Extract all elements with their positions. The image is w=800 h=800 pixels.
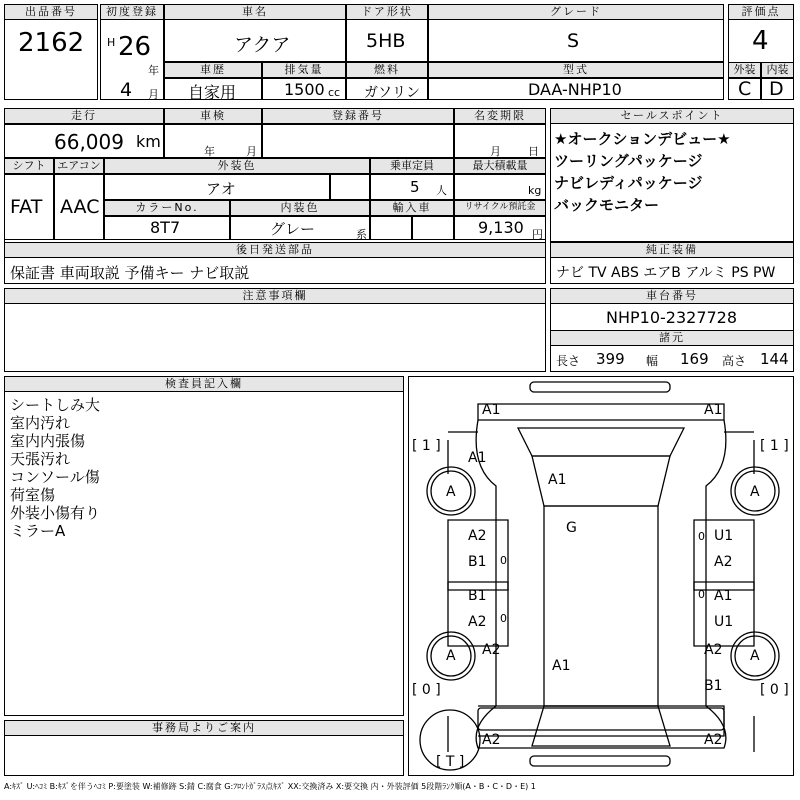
mark-roof: G	[566, 520, 577, 536]
nc-day-unit: 日	[528, 145, 539, 158]
car-name: アクア	[234, 34, 291, 56]
era: H	[107, 36, 116, 49]
history-label: 車歴	[164, 62, 262, 78]
mark-lrd-1: B1	[468, 588, 487, 604]
int-color-unit: 系	[356, 228, 367, 241]
front-panel	[478, 404, 724, 420]
chassis-number: NHP10-2327728	[606, 308, 738, 327]
nc-month-unit: 月	[490, 145, 501, 158]
mark-lfd-2: B1	[468, 554, 487, 570]
ac-label: エアコン	[54, 158, 104, 174]
history: 自家用	[188, 83, 237, 102]
length-label: 長さ	[556, 354, 581, 368]
door-label: ドア形状	[346, 4, 428, 20]
model: DAA-NHP10	[528, 80, 622, 99]
int-grade: D	[769, 78, 784, 100]
mark-rr-wheel: A	[750, 648, 760, 664]
note-line: シートしみ大	[10, 396, 101, 414]
displacement-unit: cc	[328, 86, 341, 99]
shift-label: シフト	[4, 158, 54, 174]
model-label: 型式	[428, 62, 724, 78]
insp-year-unit: 年	[204, 145, 215, 158]
mark-hood: A1	[548, 472, 567, 488]
caution-label: 注意事項欄	[4, 288, 546, 304]
fuel-label: 燃料	[346, 62, 428, 78]
int-color-label: 内装色	[230, 200, 370, 216]
note-line: 天張汚れ	[10, 450, 71, 468]
rear-panel	[478, 708, 724, 730]
first-reg-label: 初度登録	[100, 4, 164, 20]
tire-fl: 1	[421, 438, 431, 454]
lot-number: 2162	[18, 28, 85, 58]
width-label: 幅	[646, 354, 659, 368]
shift: FAT	[10, 196, 43, 218]
grade: S	[567, 30, 580, 52]
sales-line: ★オークションデビュー★	[554, 130, 731, 148]
recycle-unit: 円	[532, 228, 543, 241]
spare-tire: T	[445, 754, 455, 770]
capacity: 5	[410, 178, 420, 196]
reg-year: 26	[118, 32, 152, 62]
office-label: 事務局よりご案内	[4, 720, 404, 736]
note-line: 室内汚れ	[10, 414, 71, 432]
mark-rrd-2: U1	[714, 614, 734, 630]
later-parts: 保証書 車両取説 予備キー ナビ取説	[10, 264, 250, 282]
tire-fr-bracket: [ 1 ]	[760, 438, 789, 454]
sales-points	[554, 128, 731, 216]
height-label: 高さ	[722, 354, 747, 368]
body-outline	[476, 420, 726, 748]
mark-door-zero-r2: 0	[698, 588, 705, 601]
car-diagram	[408, 376, 794, 776]
tire-fl-bracket: [ 1 ]	[412, 438, 441, 454]
tire-rr: 0	[769, 682, 779, 698]
mark-lfd-1: A2	[468, 528, 487, 544]
mark-rr-lower: B1	[704, 678, 723, 694]
inspector-notes	[10, 396, 100, 540]
score-label: 評価点	[728, 4, 794, 20]
color-no-label: カラーNo.	[104, 200, 230, 216]
air-conditioner: AAC	[60, 196, 100, 218]
height: 144	[760, 350, 789, 368]
mark-rl-quarter: A2	[482, 642, 501, 658]
ext-grade: C	[738, 78, 752, 100]
later-parts-label: 後日発送部品	[4, 242, 546, 258]
load-unit: kg	[528, 184, 542, 197]
name-label: 車名	[164, 4, 346, 20]
inspector-label: 検査員記入欄	[4, 376, 404, 392]
mark-fl-wheel: A	[446, 484, 456, 500]
mark-lrd-2: A2	[468, 614, 487, 630]
mileage: 66,009	[54, 130, 124, 154]
chassis-label: 車台番号	[550, 288, 794, 304]
year-unit: 年	[148, 64, 159, 77]
equipment: ナビ TV ABS エアB アルミ PS PW	[556, 265, 776, 281]
color-label: 外装色	[104, 158, 370, 174]
recycle-fee: 9,130	[478, 218, 524, 237]
note-line: コンソール傷	[10, 468, 100, 486]
rear-window	[532, 706, 670, 746]
equipment-label: 純正装備	[550, 242, 794, 258]
tire-rl-bracket: [ 0 ]	[412, 682, 441, 698]
recycle-label: リサイクル預託金	[454, 200, 546, 216]
score: 4	[752, 26, 769, 56]
capacity-label: 乗車定員	[370, 158, 454, 174]
capacity-unit: 人	[436, 184, 447, 197]
note-line: 荷室傷	[10, 486, 56, 504]
mark-rear-right: A2	[704, 732, 723, 748]
sales-line: バックモニター	[554, 196, 660, 214]
load-label: 最大積載量	[454, 158, 546, 174]
mark-fr-wheel: A	[750, 484, 760, 500]
mileage-label: 走行	[4, 108, 164, 124]
rear-bumper-outline	[530, 756, 670, 766]
mark-rfd-1: U1	[714, 528, 734, 544]
fuel: ガソリン	[364, 85, 420, 101]
tire-rr-bracket: [ 0 ]	[760, 682, 789, 698]
insp-month-unit: 月	[246, 145, 257, 158]
sales-line: ナビレディパッケージ	[554, 174, 703, 192]
mark-front-left: A1	[482, 402, 501, 418]
exterior-color: アオ	[206, 180, 236, 198]
note-line: 外装小傷有り	[10, 504, 101, 522]
month-unit: 月	[148, 88, 159, 101]
mark-fl-fender: A1	[468, 450, 487, 466]
mark-rrd-1: A1	[714, 588, 733, 604]
spare-bracket: [ T ]	[436, 754, 465, 770]
lot-label: 出品番号	[4, 4, 98, 20]
ext-label: 外装	[728, 62, 761, 78]
tire-rl: 0	[421, 682, 431, 698]
mark-door-zero-r1: 0	[698, 530, 705, 543]
reg-month: 4	[120, 79, 133, 101]
inspection-label: 車検	[164, 108, 262, 124]
int-label: 内装	[761, 62, 794, 78]
displacement: 1500	[284, 80, 325, 99]
dims-label: 諸元	[550, 330, 794, 346]
mark-rfd-2: A2	[714, 554, 733, 570]
tire-fr: 1	[769, 438, 779, 454]
roof	[544, 506, 658, 706]
mark-door-zero-l1: 0	[500, 554, 507, 567]
door-type: 5HB	[366, 30, 406, 52]
length: 399	[596, 350, 625, 368]
name-change-label: 名変期限	[454, 108, 546, 124]
sales-line: ツーリングパッケージ	[554, 152, 703, 170]
mark-rr-quarter: A2	[704, 642, 723, 658]
import-label: 輸入車	[370, 200, 454, 216]
legend-footer: A:ｷｽﾞ U:ﾍｺﾐ B:ｷｽﾞを伴うﾍｺﾐ P:要塗装 W:補修跡 S:錆 C:腐食 G:ﾌﾛﾝﾄｶﾞﾗｽ点ｷｽﾞ XX:交換済み X:要交換 内・外装評価 5段階ﾗﾝｸ順(A・B・C・D・E) 1	[4, 782, 536, 791]
mark-rl-wheel: A	[446, 648, 456, 664]
mark-door-zero-l2: 0	[500, 612, 507, 625]
hood	[518, 428, 684, 456]
color-number: 8T7	[150, 218, 181, 237]
displacement-label: 排気量	[262, 62, 346, 78]
top-bumper-outline	[530, 382, 670, 392]
grade-label: グレード	[428, 4, 724, 20]
mark-rear-left: A2	[482, 732, 501, 748]
mark-front-right: A1	[704, 402, 723, 418]
sales-label: セールスポイント	[550, 108, 794, 124]
note-line: ミラーA	[10, 522, 66, 540]
interior-color: グレー	[270, 220, 316, 238]
note-line: 室内内張傷	[10, 432, 86, 450]
mileage-unit: km	[136, 132, 161, 151]
width: 169	[680, 350, 709, 368]
mark-trunk: A1	[552, 658, 571, 674]
reg-no-label: 登録番号	[262, 108, 454, 124]
